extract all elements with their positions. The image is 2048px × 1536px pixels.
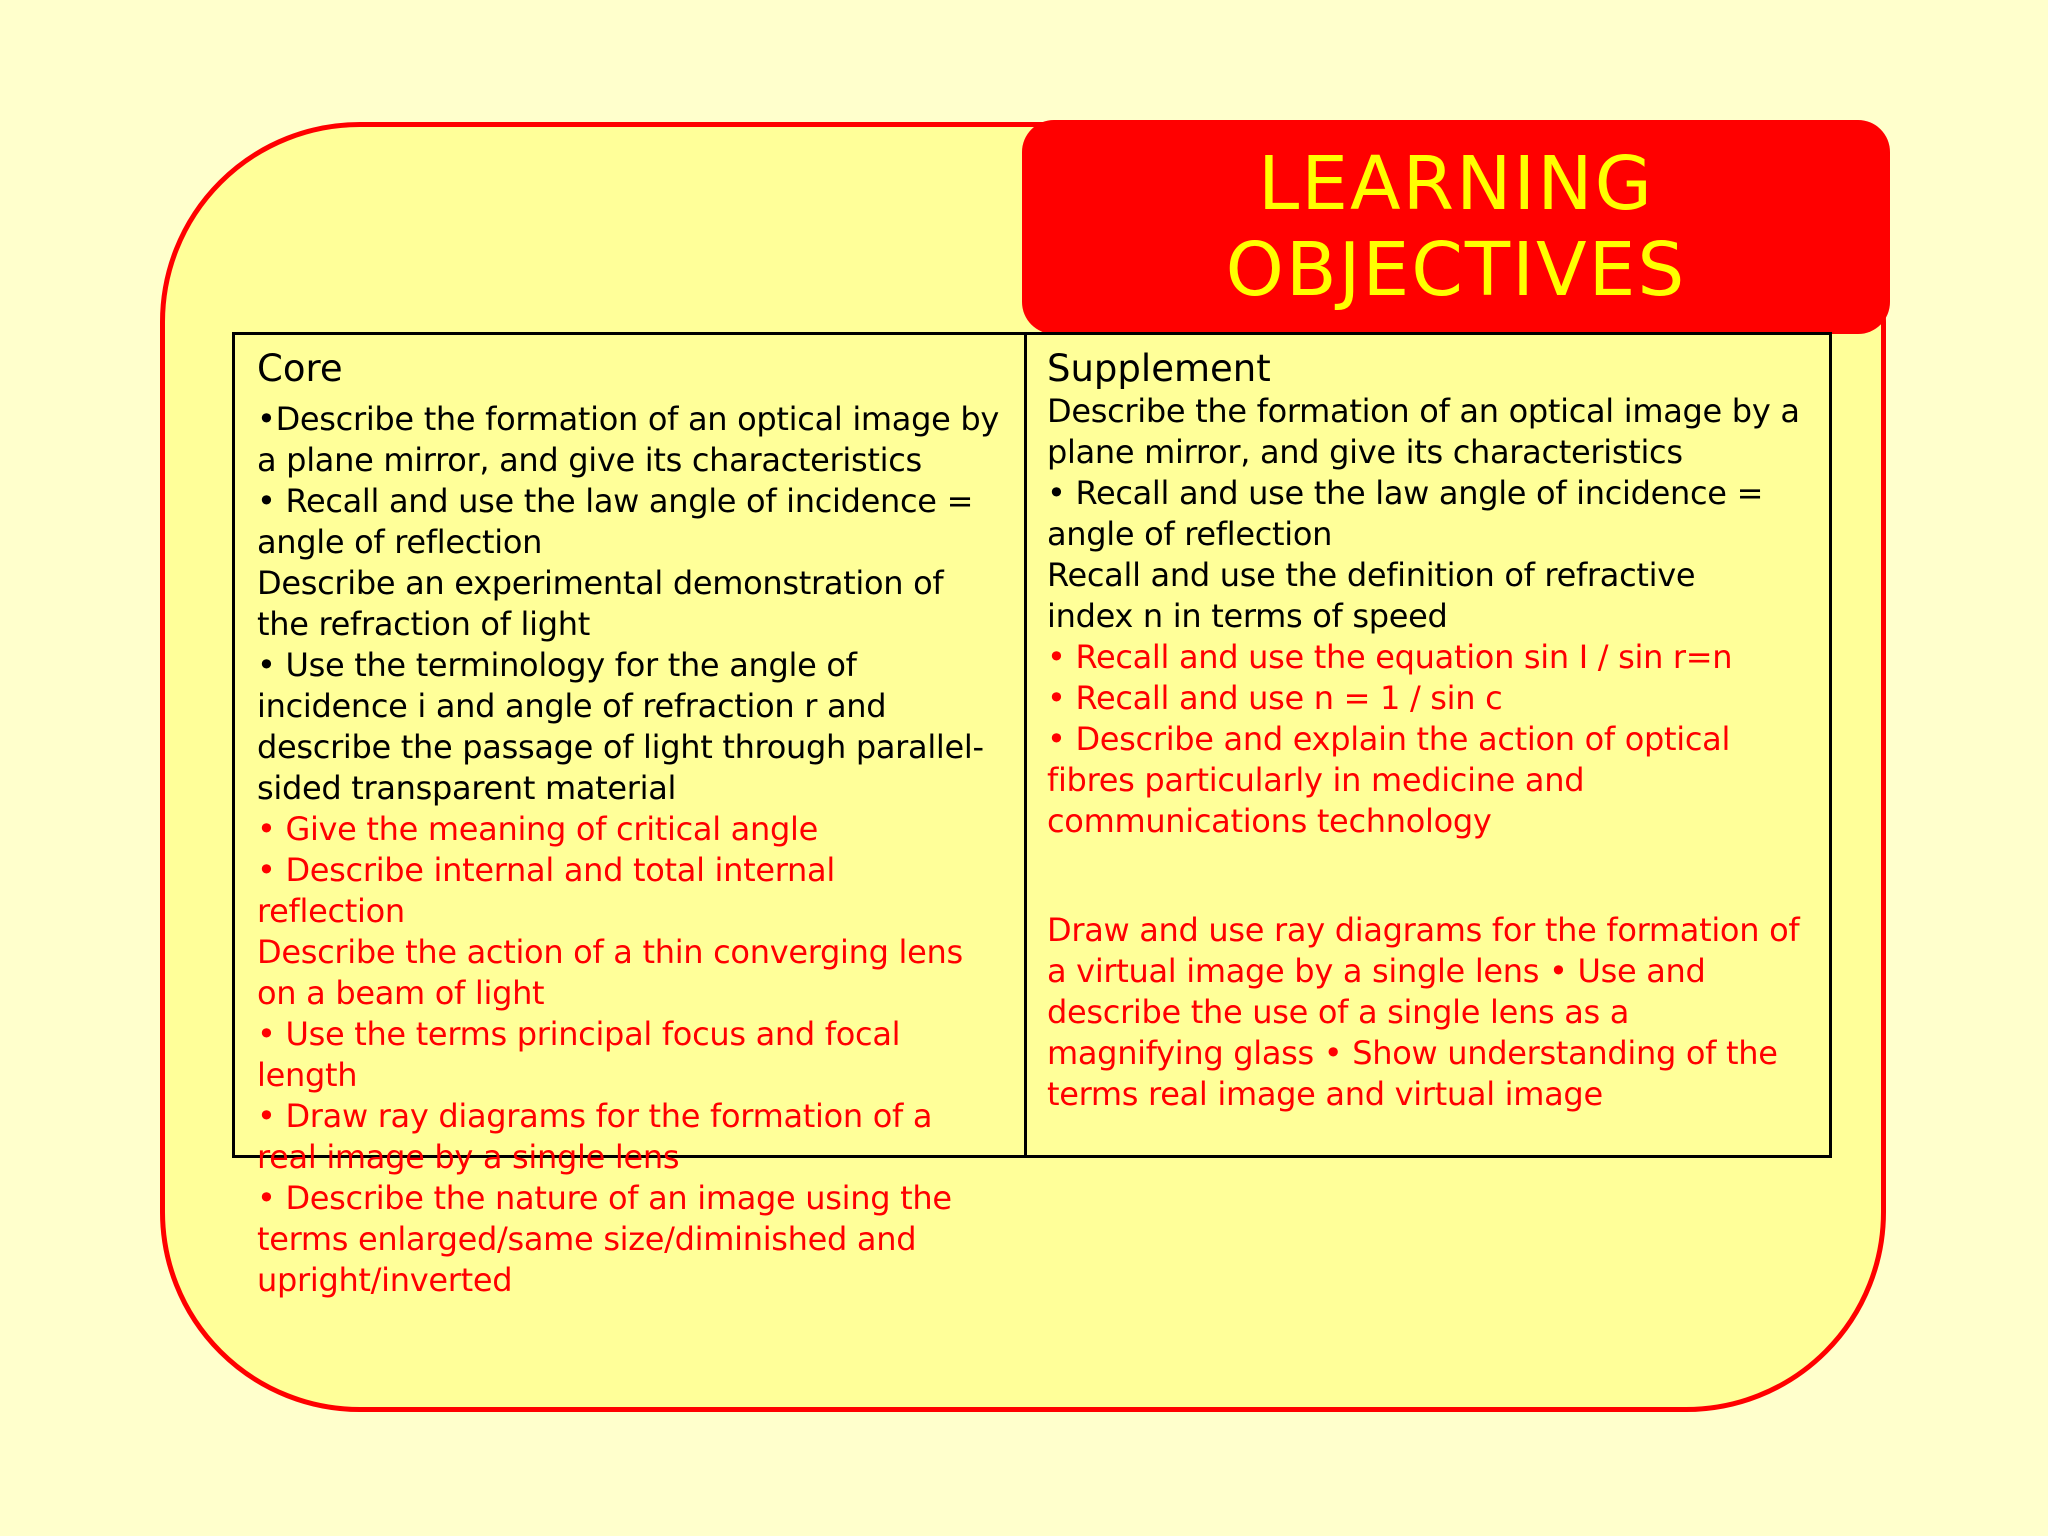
objectives-table [232,332,1832,1299]
core-objective-line: upright/inverted [257,1261,513,1299]
core-objective-line: • Describe internal and total internal [257,851,835,889]
supplement-lens-objective-line: describe the use of a single lens as a [1047,993,1630,1031]
core-objective-line: the refraction of light [257,605,590,643]
core-objective-line: a plane mirror, and give its characteristics [257,441,922,479]
supplement-objective-line: Describe the formation of an optical image by a [1047,392,1800,430]
core-objective-line: sided transparent material [257,769,677,807]
supplement-objective-line: index n in terms of speed [1047,597,1448,635]
supplement-heading: Supplement [1047,347,1271,390]
supplement-objective-line: plane mirror, and give its characteristics [1047,433,1683,471]
supplement-objective-line: angle of reflection [1047,515,1333,553]
supplement-column [1027,335,1829,1155]
core-objective-line: Describe the action of a thin converging lens [257,933,963,971]
supplement-objectives-list [1047,391,1817,842]
supplement-objective-line: Recall and use the definition of refractive [1047,556,1696,594]
core-objective-line: real image by a single lens [257,1138,680,1176]
core-objective-line: • Draw ray diagrams for the formation of a [257,1097,933,1135]
title-line-2: OBJECTIVES [1225,227,1687,313]
core-objective-line: • Use the terminology for the angle of [257,646,857,684]
core-objective-line: terms enlarged/same size/diminished and [257,1220,917,1258]
supplement-lens-objective-line: terms real image and virtual image [1047,1075,1603,1113]
supplement-lens-objective-line: a virtual image by a single lens • Use and [1047,952,1706,990]
core-objective-line: length [257,1056,358,1094]
core-objective-line: • Recall and use the law angle of incidence = [257,482,974,520]
core-objective-line: describe the passage of light through parallel- [257,728,984,766]
supplement-objective-line: • Recall and use n = 1 / sin c [1047,679,1503,717]
core-objective-line: • Describe the nature of an image using the [257,1179,952,1217]
core-objective-line: Describe an experimental demonstration of [257,564,944,602]
supplement-objective-line: fibres particularly in medicine and [1047,761,1585,799]
core-objective-line: • Use the terms principal focus and focal [257,1015,901,1053]
core-objective-line: reflection [257,892,405,930]
core-objective-line: • Give the meaning of critical angle [257,810,818,848]
core-column [235,335,1027,1299]
core-objective-line: •Describe the formation of an optical image by [257,400,1000,438]
supplement-objective-line: communications technology [1047,802,1492,840]
core-heading: Core [257,347,343,390]
core-objective-line: incidence i and angle of refraction r and [257,687,887,725]
title-banner [1022,120,1890,334]
supplement-lens-objective-line: Draw and use ray diagrams for the formation of [1047,911,1800,949]
supplement-objective-line: • Describe and explain the action of optical [1047,720,1731,758]
supplement-objective-line: • Recall and use the law angle of incidence = [1047,474,1764,512]
core-objective-line: on a beam of light [257,974,545,1012]
title-line-1: LEARNING [1258,141,1654,227]
supplement-lens-objectives [1047,910,1799,1115]
core-objectives-list [257,399,1010,1301]
core-objective-line: angle of reflection [257,523,543,561]
supplement-lens-objective-line: magnifying glass • Show understanding of the [1047,1034,1778,1072]
supplement-objective-line: • Recall and use the equation sin I / sin r=n [1047,638,1733,676]
